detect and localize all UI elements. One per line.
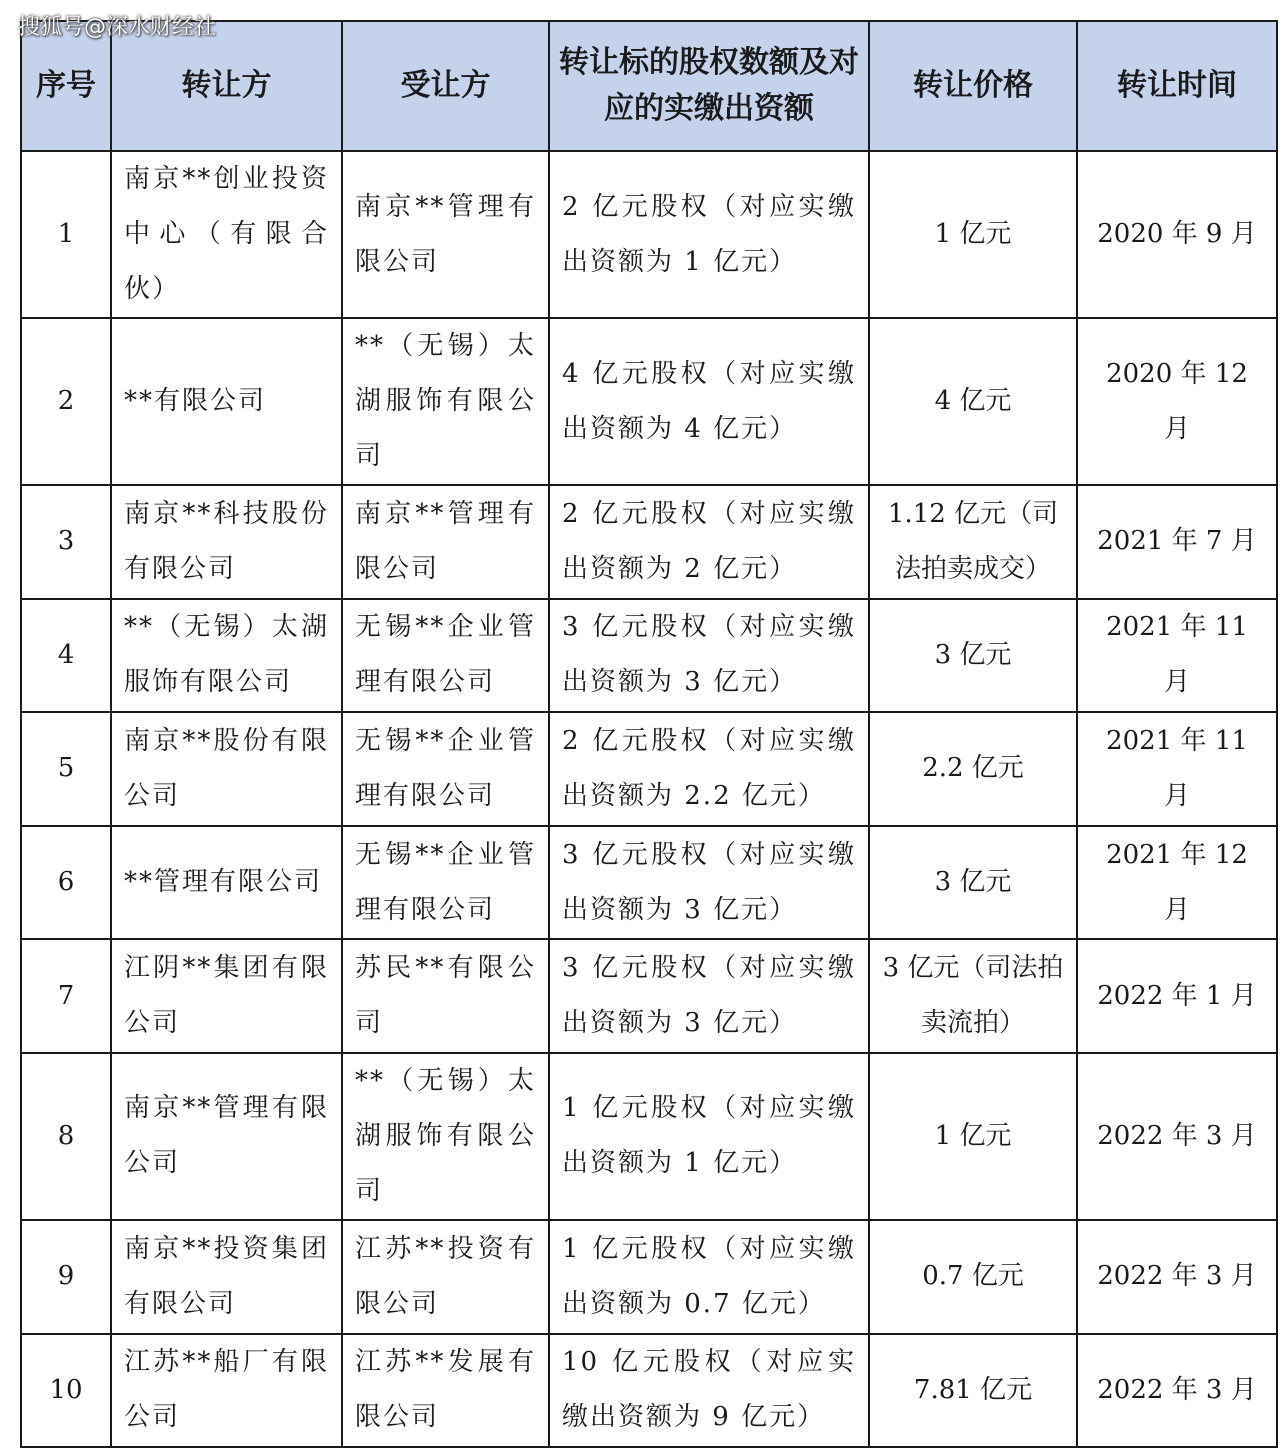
cell-transferee: **（无锡）太湖服饰有限公司 bbox=[342, 1053, 549, 1220]
equity-transfer-table bbox=[20, 20, 1278, 1448]
cell-transferee: 苏民**有限公司 bbox=[342, 939, 549, 1053]
cell-seq: 6 bbox=[21, 826, 111, 940]
cell-transferor: 南京**股份有限公司 bbox=[111, 712, 342, 826]
header-transferor: 转让方 bbox=[111, 21, 342, 151]
cell-equity: 10 亿元股权（对应实缴出资额为 9 亿元） bbox=[549, 1334, 869, 1448]
cell-price: 0.7 亿元 bbox=[869, 1220, 1077, 1334]
table-row bbox=[21, 826, 1277, 940]
cell-time: 2021 年 7 月 bbox=[1077, 485, 1277, 599]
cell-time: 2021 年 12 月 bbox=[1077, 826, 1277, 940]
cell-price: 4 亿元 bbox=[869, 318, 1077, 485]
cell-transferor: 江阴**集团有限公司 bbox=[111, 939, 342, 1053]
cell-transferor: 南京**创业投资中心（有限合伙） bbox=[111, 151, 342, 318]
table-row bbox=[21, 599, 1277, 713]
cell-seq: 8 bbox=[21, 1053, 111, 1220]
header-price: 转让价格 bbox=[869, 21, 1077, 151]
cell-time: 2020 年 12 月 bbox=[1077, 318, 1277, 485]
cell-price: 2.2 亿元 bbox=[869, 712, 1077, 826]
cell-time: 2021 年 11 月 bbox=[1077, 712, 1277, 826]
cell-transferor: 南京**投资集团有限公司 bbox=[111, 1220, 342, 1334]
table-row bbox=[21, 939, 1277, 1053]
cell-equity: 4 亿元股权（对应实缴出资额为 4 亿元） bbox=[549, 318, 869, 485]
cell-transferor: 南京**管理有限公司 bbox=[111, 1053, 342, 1220]
cell-seq: 7 bbox=[21, 939, 111, 1053]
cell-equity: 1 亿元股权（对应实缴出资额为 0.7 亿元） bbox=[549, 1220, 869, 1334]
header-seq: 序号 bbox=[21, 21, 111, 151]
cell-transferee: 无锡**企业管理有限公司 bbox=[342, 712, 549, 826]
cell-seq: 9 bbox=[21, 1220, 111, 1334]
cell-equity: 2 亿元股权（对应实缴出资额为 1 亿元） bbox=[549, 151, 869, 318]
cell-time: 2021 年 11 月 bbox=[1077, 599, 1277, 713]
cell-price: 3 亿元（司法拍卖流拍） bbox=[869, 939, 1077, 1053]
cell-transferee: 南京**管理有限公司 bbox=[342, 151, 549, 318]
cell-price: 1 亿元 bbox=[869, 151, 1077, 318]
cell-transferor: **（无锡）太湖服饰有限公司 bbox=[111, 599, 342, 713]
cell-price: 3 亿元 bbox=[869, 826, 1077, 940]
cell-transferor: 南京**科技股份有限公司 bbox=[111, 485, 342, 599]
cell-transferee: 江苏**投资有限公司 bbox=[342, 1220, 549, 1334]
cell-time: 2022 年 3 月 bbox=[1077, 1220, 1277, 1334]
cell-seq: 10 bbox=[21, 1334, 111, 1448]
cell-time: 2022 年 3 月 bbox=[1077, 1053, 1277, 1220]
cell-time: 2020 年 9 月 bbox=[1077, 151, 1277, 318]
cell-seq: 5 bbox=[21, 712, 111, 826]
cell-equity: 3 亿元股权（对应实缴出资额为 3 亿元） bbox=[549, 939, 869, 1053]
header-equity: 转让标的股权数额及对应的实缴出资额 bbox=[549, 21, 869, 151]
cell-transferee: 无锡**企业管理有限公司 bbox=[342, 826, 549, 940]
cell-time: 2022 年 1 月 bbox=[1077, 939, 1277, 1053]
table-row bbox=[21, 1053, 1277, 1220]
cell-seq: 3 bbox=[21, 485, 111, 599]
cell-price: 7.81 亿元 bbox=[869, 1334, 1077, 1448]
watermark-text: 搜狐号@深水财经社 bbox=[18, 15, 217, 40]
table-row bbox=[21, 485, 1277, 599]
cell-equity: 3 亿元股权（对应实缴出资额为 3 亿元） bbox=[549, 599, 869, 713]
table-row bbox=[21, 151, 1277, 318]
header-transferee: 受让方 bbox=[342, 21, 549, 151]
cell-transferor: 江苏**船厂有限公司 bbox=[111, 1334, 342, 1448]
table-body bbox=[21, 151, 1277, 1447]
cell-seq: 4 bbox=[21, 599, 111, 713]
cell-transferor: **有限公司 bbox=[111, 318, 342, 485]
cell-price: 1.12 亿元（司法拍卖成交） bbox=[869, 485, 1077, 599]
cell-transferee: 无锡**企业管理有限公司 bbox=[342, 599, 549, 713]
cell-seq: 1 bbox=[21, 151, 111, 318]
header-time: 转让时间 bbox=[1077, 21, 1277, 151]
cell-equity: 1 亿元股权（对应实缴出资额为 1 亿元） bbox=[549, 1053, 869, 1220]
cell-transferor: **管理有限公司 bbox=[111, 826, 342, 940]
cell-transferee: **（无锡）太湖服饰有限公司 bbox=[342, 318, 549, 485]
cell-equity: 2 亿元股权（对应实缴出资额为 2.2 亿元） bbox=[549, 712, 869, 826]
cell-price: 1 亿元 bbox=[869, 1053, 1077, 1220]
cell-transferee: 南京**管理有限公司 bbox=[342, 485, 549, 599]
cell-equity: 2 亿元股权（对应实缴出资额为 2 亿元） bbox=[549, 485, 869, 599]
table-row bbox=[21, 318, 1277, 485]
table-row bbox=[21, 712, 1277, 826]
cell-time: 2022 年 3 月 bbox=[1077, 1334, 1277, 1448]
cell-price: 3 亿元 bbox=[869, 599, 1077, 713]
cell-equity: 3 亿元股权（对应实缴出资额为 3 亿元） bbox=[549, 826, 869, 940]
table-row bbox=[21, 1334, 1277, 1448]
cell-transferee: 江苏**发展有限公司 bbox=[342, 1334, 549, 1448]
cell-seq: 2 bbox=[21, 318, 111, 485]
table-row bbox=[21, 1220, 1277, 1334]
